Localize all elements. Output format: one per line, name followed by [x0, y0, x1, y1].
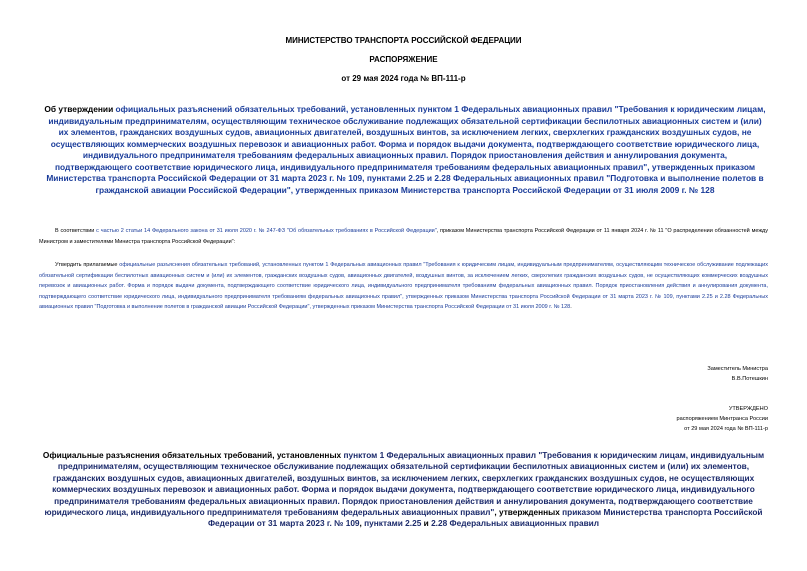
document-title	[44, 104, 766, 196]
approved-by: распоряжением Минтранса России	[676, 416, 768, 422]
appendix-comma: ,	[359, 518, 365, 529]
document-date-number: от 29 мая 2024 года № ВП-111-р	[341, 74, 466, 83]
appendix-title-text: , утвержденных	[494, 507, 563, 518]
appendix-and: и	[421, 518, 432, 529]
preamble-rest: , приказом Министерства транспорта Российской Федерации от 11 января 2024 г. № 11 "О распределении обязанностей между Министром и заместителями Министра транспорта Российской Федерации":	[39, 228, 768, 245]
order-link[interactable]: приказом Министерства транспорта Российской Федерации от 31 марта 2023 г. № 109	[207, 507, 763, 529]
signatory-name: В.В.Потешкин	[731, 376, 768, 382]
document-type: РАСПОРЯЖЕНИЕ	[369, 55, 438, 64]
title-prefix: Об утверждении	[44, 104, 116, 114]
preamble-intro: В соответствии	[55, 228, 97, 234]
approved-label: УТВЕРЖДЕНО	[728, 406, 768, 412]
ministry-heading: МИНИСТЕРСТВО ТРАНСПОРТА РОССИЙСКОЙ ФЕДЕРАЦИИ	[285, 36, 522, 45]
signature-block	[707, 364, 768, 384]
approval-intro: Утвердить прилагаемые	[55, 262, 120, 268]
approved-date: от 29 мая 2024 года № ВП-111-р	[684, 426, 768, 432]
approval-end: .	[570, 304, 572, 310]
approval-stamp	[677, 404, 768, 434]
title-link[interactable]: официальных разъяснений обязательных требований, установленных пунктом 1 Федеральных авиационных правил "Требования к юридическим лицам, индивидуальным предпринимателям, осуществляющим техническое обслуживание подлежащих обязательной сертификации беспилотных авиационных систем и (или) их элементов, гражданских воздушных судов, авиационных двигателей, воздушных винтов, за исключением легких, сверхлегких гражданских воздушных судов, не осуществляющих коммерческих воздушных перевозок и авиационных работ. Форма и порядок выдачи документа, подтверждающего соответствие юридического лица, индивидуального предпринимателя требованиям федеральных авиационных правил. Порядок приостановления действия и аннулирования документа, подтверждающего соответствие юридического лица, индивидуального предпринимателя требованиям федеральных авиационных правил", утвержденных приказом Министерства транспорта Российской Федерации от 31 марта 2023 г. № 109, пунктами 2.25 и 2.28 Федеральных авиационных правил "Подготовка и выполнение полетов в гражданской авиации Российской Федерации", утвержденных приказом Министерства транспорта Российской Федерации от 31 июля 2009 г. № 128	[46, 104, 766, 195]
approval-paragraph	[39, 260, 768, 313]
clause-228-link[interactable]: 2.28 Федеральных авиационных правил	[431, 518, 600, 529]
appendix-title-prefix: Официальные разъяснения обязательных требований, установленных	[42, 450, 344, 460]
preamble-paragraph	[39, 226, 768, 247]
clause-225-link[interactable]: пунктами 2.25	[364, 518, 422, 529]
appendix-title	[40, 450, 767, 530]
law-reference-link[interactable]: с частью 2 статьи 14 Федерального закона от 31 июля 2020 г. № 247-ФЗ "Об обязательных требованиях в Российской Федерации"	[96, 228, 437, 234]
explanations-link[interactable]: официальные разъяснения обязательных требований, установленных пунктом 1 Федеральных авиационных правил "Требования к юридическим лицам, индивидуальным предпринимателям, осуществляющим техническое обслуживание подлежащих обязательной сертификации беспилотных авиационных систем и (или) их элементов, гражданских воздушных судов, авиационных двигателей, воздушных винтов, за исключением легких, сверхлегких гражданских воздушных судов, не осуществляющих коммерческих воздушных перевозок и авиационных работ. Форма и порядок выдачи документа, подтверждающего соответствие юридического лица, индивидуального предпринимателя требованиям федеральных авиационных правил. Порядок приостановления действия и аннулирования документа, подтверждающего соответствие юридического лица, индивидуального предпринимателя требованиям федеральных авиационных правил", утвержденных приказом Министерства транспорта Российской Федерации от 31 марта 2023 г. № 109, пунктами 2.25 и 2.28 Федеральных авиационных правил "Подготовка и выполнение полетов в гражданской авиации Российской Федерации", утвержденных приказом Министерства транспорта Российской Федерации от 31 июля 2009 г. № 128	[39, 262, 768, 310]
appendix-rules-link[interactable]: пунктом 1 Федеральных авиационных правил "Требования к юридическим лицам, индивидуальным предпринимателям, осуществляющим техническое обслуживание подлежащих обязательной сертификации беспилотных авиационных систем и (или) их элементов, гражданских воздушных судов, авиационных двигателей, воздушных винтов, за исключением легких, сверхлегких гражданских воздушных судов, не осуществляющих коммерческих воздушных перевозок и авиационных работ. Форма и порядок выдачи документа, подтверждающего соответствие юридического лица, индивидуального предпринимателя требованиям федеральных авиационных правил. Порядок приостановления действия и аннулирования документа, подтверждающего соответствие юридического лица, индивидуального предпринимателя требованиям федеральных авиационных правил"	[44, 450, 765, 518]
signatory-position: Заместитель Министра	[707, 366, 768, 372]
